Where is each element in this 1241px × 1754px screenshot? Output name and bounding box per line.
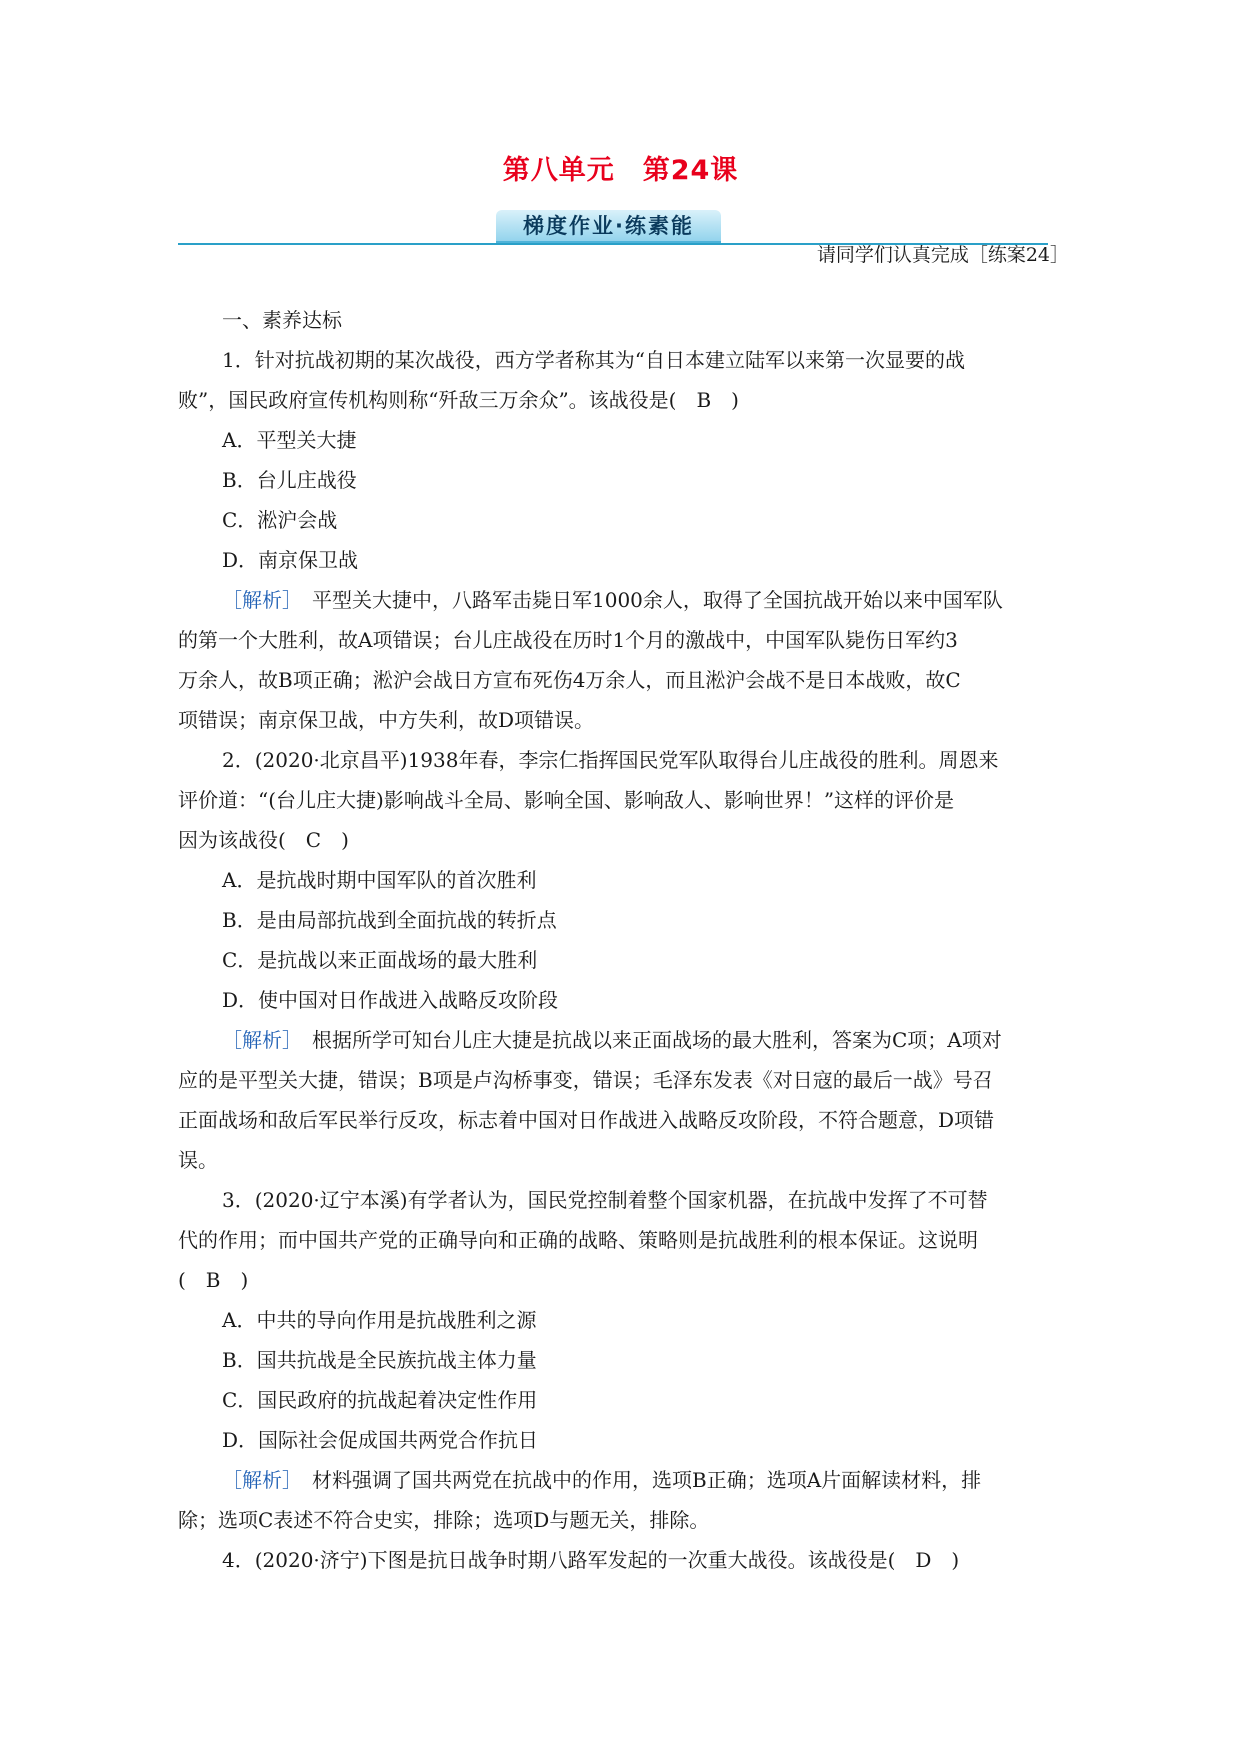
question-stem-line: 评价道：“(台儿庄大捷)影响战斗全局、影响全国、影响敌人、影响世界！”这样的评价是 [178,788,955,812]
answer-option: A．是抗战时期中国军队的首次胜利 [222,868,537,892]
answer-option: A．中共的导向作用是抗战胜利之源 [222,1308,537,1332]
answer-option: D．使中国对日作战进入战略反攻阶段 [222,988,559,1012]
analysis-line [178,1020,1058,1060]
analysis-line: 万余人，故B项正确；淞沪会战日方宣布死伤4万余人，而且淞沪会战不是日本战败，故C [178,668,961,692]
answer-option: C．是抗战以来正面战场的最大胜利 [222,948,538,972]
analysis-line: 的第一个大胜利，故A项错误；台儿庄战役在历时1个月的激战中，中国军队毙伤日军约3 [178,628,958,652]
analysis-line: 应的是平型关大捷，错误；B项是卢沟桥事变，错误；毛泽东发表《对日寇的最后一战》号召 [178,1068,993,1092]
answer-option: D．国际社会促成国共两党合作抗日 [222,1428,539,1452]
answer-option: B．国共抗战是全民族抗战主体力量 [222,1348,537,1372]
page-title: 第八单元 第24课 [502,155,739,186]
analysis-line [178,580,1058,620]
analysis-line: 正面战场和敌后军民举行反攻，标志着中国对日作战进入战略反攻阶段，不符合题意，D项错 [178,1108,995,1132]
practice-note: 请同学们认真完成［练案24］ [816,244,1069,266]
question-stem-line: 2．(2020·北京昌平)1938年春，李宗仁指挥国民党军队取得台儿庄战役的胜利。周恩来 [222,748,999,772]
answer-option: B．台儿庄战役 [222,468,357,492]
answer-option: A．平型关大捷 [222,428,357,452]
analysis-tag: ［解析］ [222,588,292,612]
answer-option: C．淞沪会战 [222,508,338,532]
analysis-tag: ［解析］ [222,1468,292,1492]
answer-option: D．南京保卫战 [222,548,359,572]
question-list [178,300,1058,1580]
answer-option: C．国民政府的抗战起着决定性作用 [222,1388,538,1412]
analysis-text: 平型关大捷中，八路军击毙日军1000余人，取得了全国抗战开始以来中国军队 [292,588,1003,612]
question-stem-line: ( B ) [178,1268,249,1292]
analysis-tag: ［解析］ [222,1028,292,1052]
analysis-line: 误。 [178,1148,218,1172]
question-stem-line: 3．(2020·辽宁本溪)有学者认为，国民党控制着整个国家机器，在抗战中发挥了不可替 [222,1188,988,1212]
section-heading: 一、素养达标 [222,308,342,332]
analysis-text: 材料强调了国共两党在抗战中的作用，选项B正确；选项A片面解读材料，排 [292,1468,982,1492]
analysis-line: 项错误；南京保卫战，中方失利，故D项错误。 [178,708,595,732]
analysis-line [178,1460,1058,1500]
banner-label: 梯度作业·练素能 [496,210,721,243]
question-stem-line: 1．针对抗战初期的某次战役，西方学者称其为“自日本建立陆军以来第一次显要的战 [222,348,965,372]
question-stem-line: 因为该战役( C ) [178,828,349,852]
analysis-text: 根据所学可知台儿庄大捷是抗战以来正面战场的最大胜利，答案为C项；A项对 [292,1028,1002,1052]
question-stem-line: 败”，国民政府宣传机构则称“歼敌三万余众”。该战役是( B ) [178,388,739,412]
answer-option: B．是由局部抗战到全面抗战的转折点 [222,908,557,932]
analysis-line: 除；选项C表述不符合史实，排除；选项D与题无关，排除。 [178,1508,710,1532]
question-stem-line: 4．(2020·济宁)下图是抗日战争时期八路军发起的一次重大战役。该战役是( D ) [222,1548,960,1572]
question-stem-line: 代的作用；而中国共产党的正确导向和正确的战略、策略则是抗战胜利的根本保证。这说明 [178,1228,978,1252]
